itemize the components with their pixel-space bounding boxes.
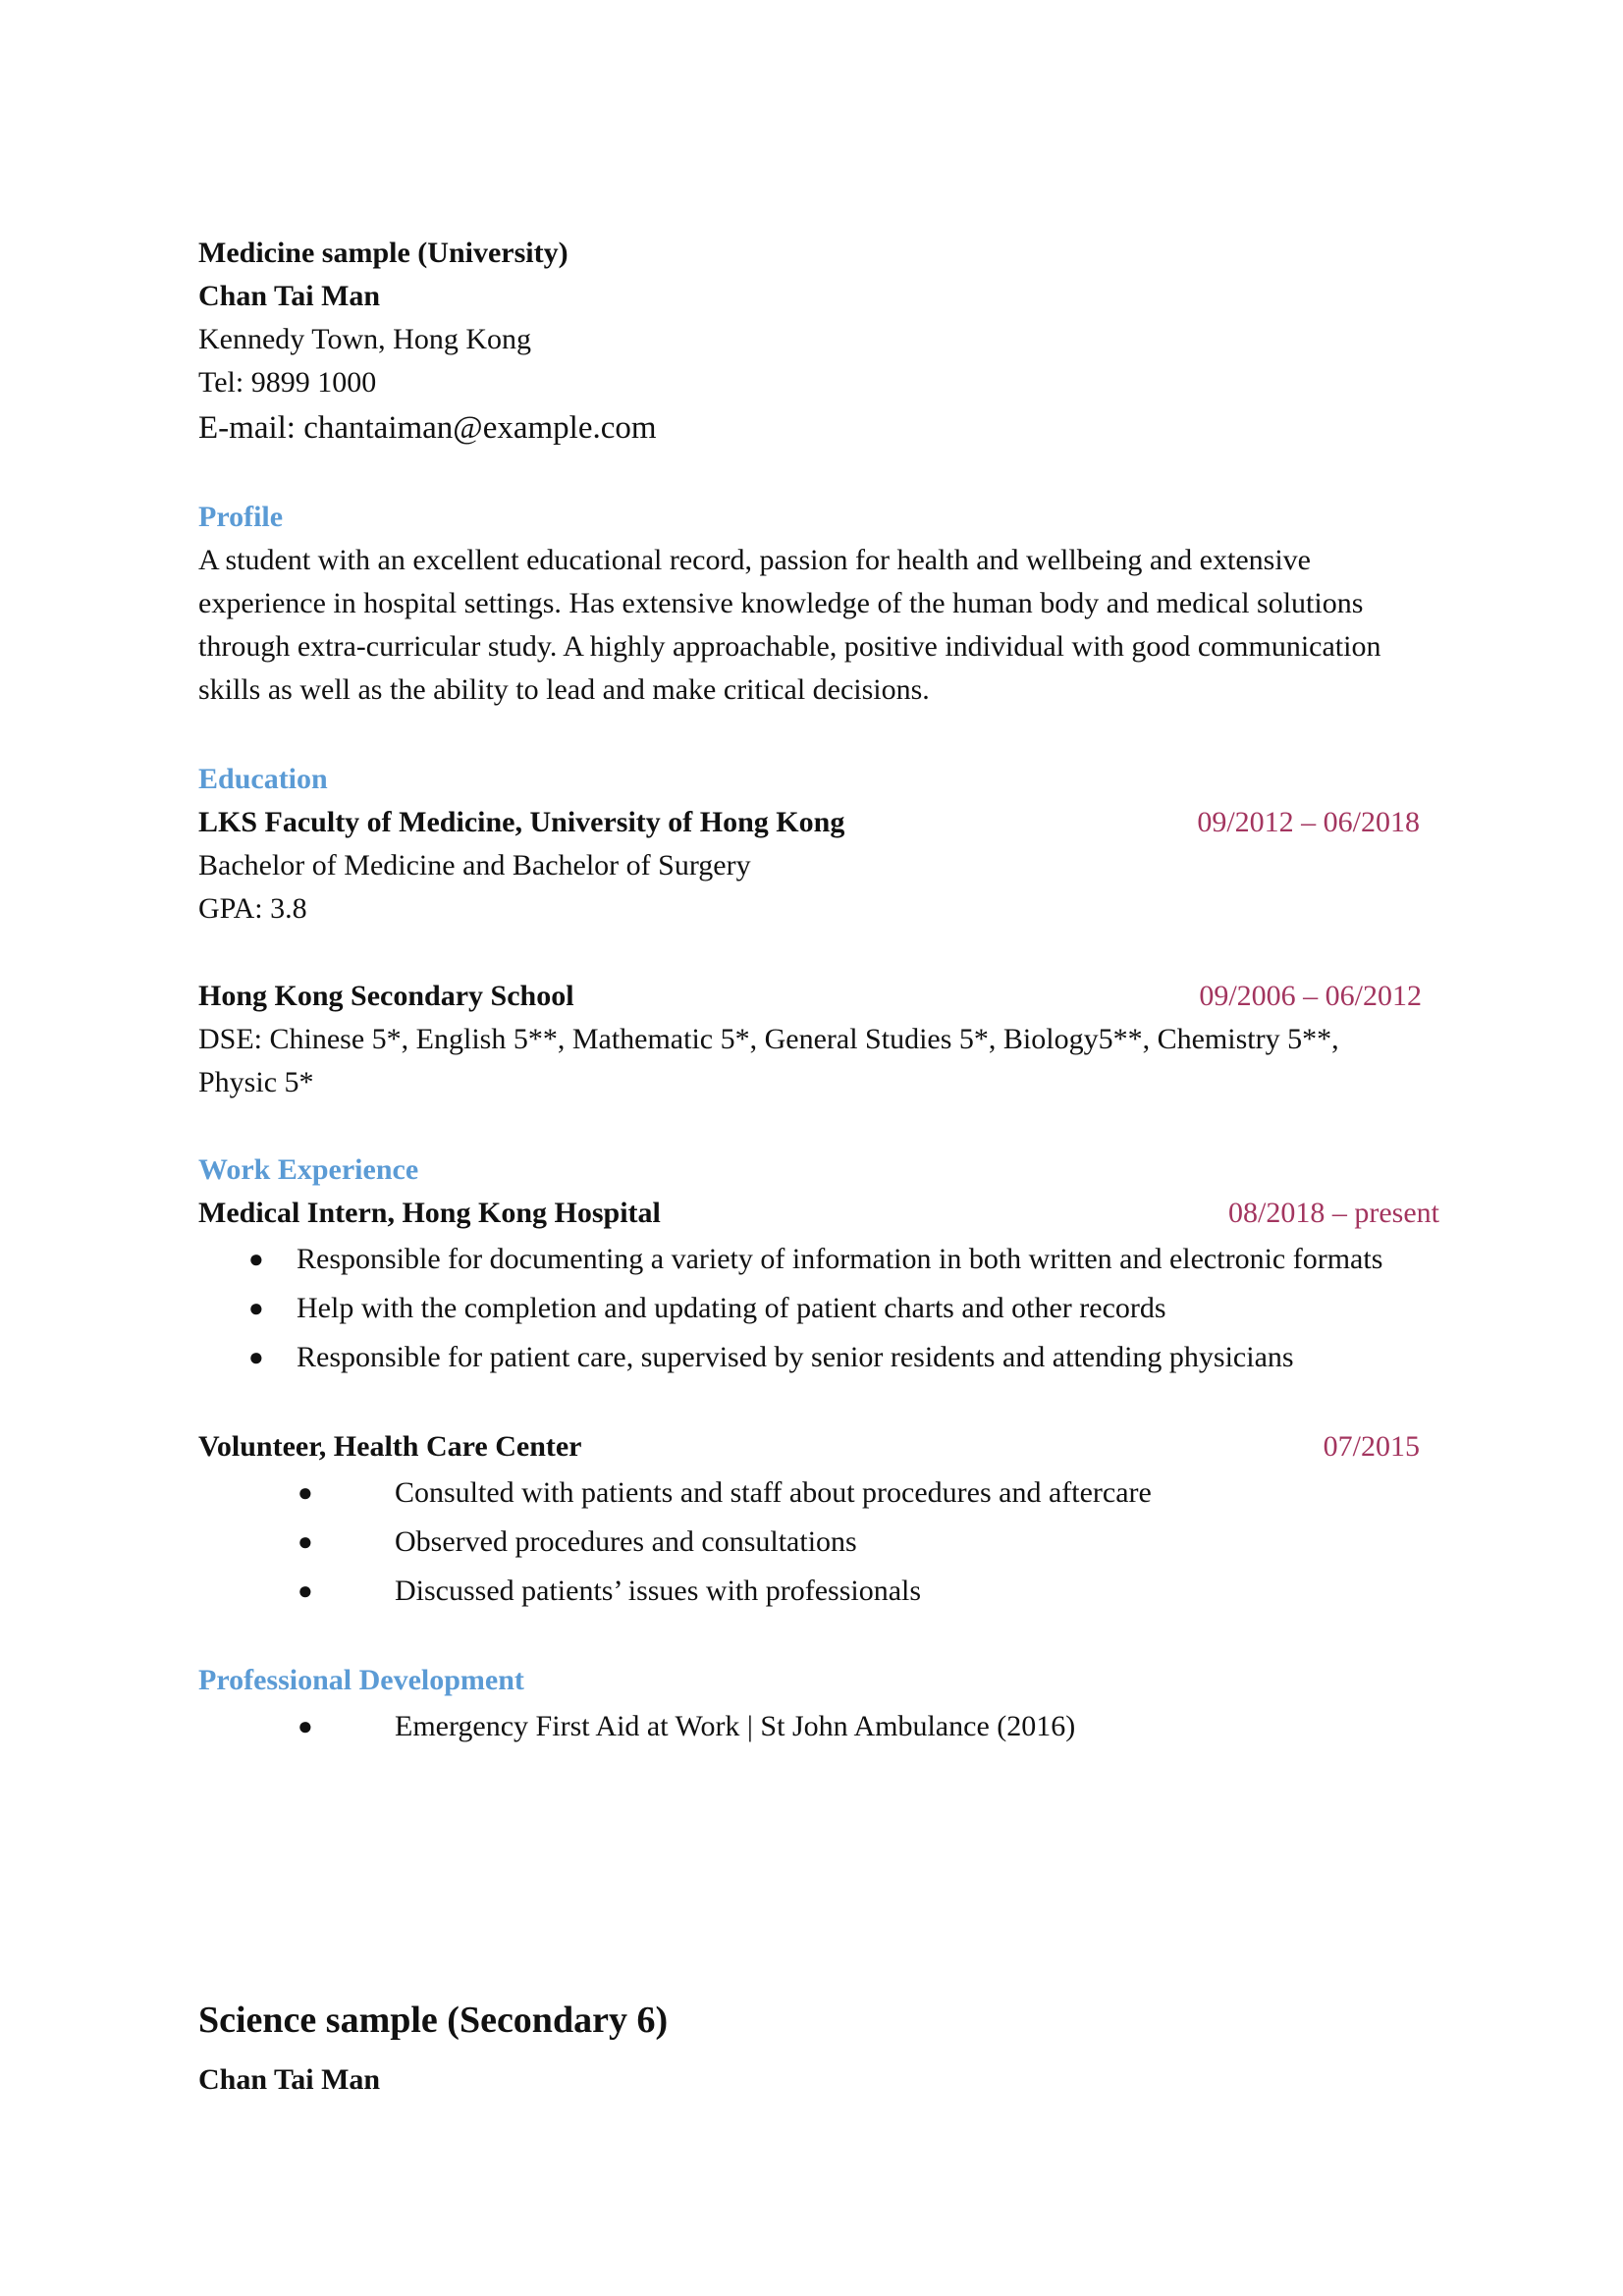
work-role: Medical Intern, Hong Kong Hospital bbox=[198, 1197, 661, 1229]
bullet-icon: ● bbox=[298, 1576, 313, 1605]
education-detail: GPA: 3.8 bbox=[198, 892, 307, 925]
work-experience-heading: Work Experience bbox=[198, 1153, 419, 1186]
work-role: Volunteer, Health Care Center bbox=[198, 1430, 582, 1463]
education-dates: 09/2012 – 06/2018 bbox=[1197, 806, 1420, 838]
second-sample-title: Science sample (Secondary 6) bbox=[198, 2000, 669, 2041]
profile-line: skills as well as the ability to lead and make critical decisions. bbox=[198, 673, 930, 706]
profile-line: experience in hospital settings. Has extensive knowledge of the human body and medical solutions bbox=[198, 587, 1364, 619]
education-detail: DSE: Chinese 5*, English 5**, Mathematic 5*, General Studies 5*, Biology5**, Chemistry 5**, bbox=[198, 1023, 1339, 1055]
work-bullet: Responsible for documenting a variety of information in both written and electronic formats bbox=[297, 1243, 1383, 1275]
work-bullet: Responsible for patient care, supervised by senior residents and attending physicians bbox=[297, 1341, 1294, 1373]
bullet-icon: ● bbox=[248, 1294, 264, 1322]
education-heading: Education bbox=[198, 763, 328, 795]
second-candidate-name: Chan Tai Man bbox=[198, 2063, 381, 2096]
education-detail: Bachelor of Medicine and Bachelor of Surgery bbox=[198, 849, 751, 881]
sample-title: Medicine sample (University) bbox=[198, 237, 568, 269]
email: E-mail: chantaiman@example.com bbox=[198, 410, 657, 446]
professional-development-heading: Professional Development bbox=[198, 1664, 524, 1696]
profile-line: A student with an excellent educational record, passion for health and wellbeing and extensive bbox=[198, 544, 1311, 576]
work-bullet: Observed procedures and consultations bbox=[395, 1525, 857, 1558]
address: Kennedy Town, Hong Kong bbox=[198, 323, 531, 355]
profile-line: through extra-curricular study. A highly approachable, positive individual with good communication bbox=[198, 630, 1381, 663]
work-dates: 08/2018 – present bbox=[1228, 1197, 1439, 1229]
bullet-icon: ● bbox=[298, 1478, 313, 1507]
bullet-icon: ● bbox=[298, 1712, 313, 1740]
profile-heading: Profile bbox=[198, 501, 284, 533]
education-institution: Hong Kong Secondary School bbox=[198, 980, 574, 1012]
bullet-icon: ● bbox=[298, 1527, 313, 1556]
education-institution: LKS Faculty of Medicine, University of Hong Kong bbox=[198, 806, 845, 838]
education-dates: 09/2006 – 06/2012 bbox=[1199, 980, 1422, 1012]
work-dates: 07/2015 bbox=[1323, 1430, 1420, 1463]
work-bullet: Discussed patients’ issues with professionals bbox=[395, 1575, 922, 1607]
bullet-icon: ● bbox=[248, 1343, 264, 1371]
bullet-icon: ● bbox=[248, 1245, 264, 1273]
work-bullet: Help with the completion and updating of patient charts and other records bbox=[297, 1292, 1166, 1324]
pd-bullet: Emergency First Aid at Work | St John Ambulance (2016) bbox=[395, 1710, 1076, 1742]
telephone: Tel: 9899 1000 bbox=[198, 366, 377, 399]
education-detail: Physic 5* bbox=[198, 1066, 314, 1098]
work-bullet: Consulted with patients and staff about procedures and aftercare bbox=[395, 1476, 1152, 1509]
candidate-name: Chan Tai Man bbox=[198, 280, 381, 312]
